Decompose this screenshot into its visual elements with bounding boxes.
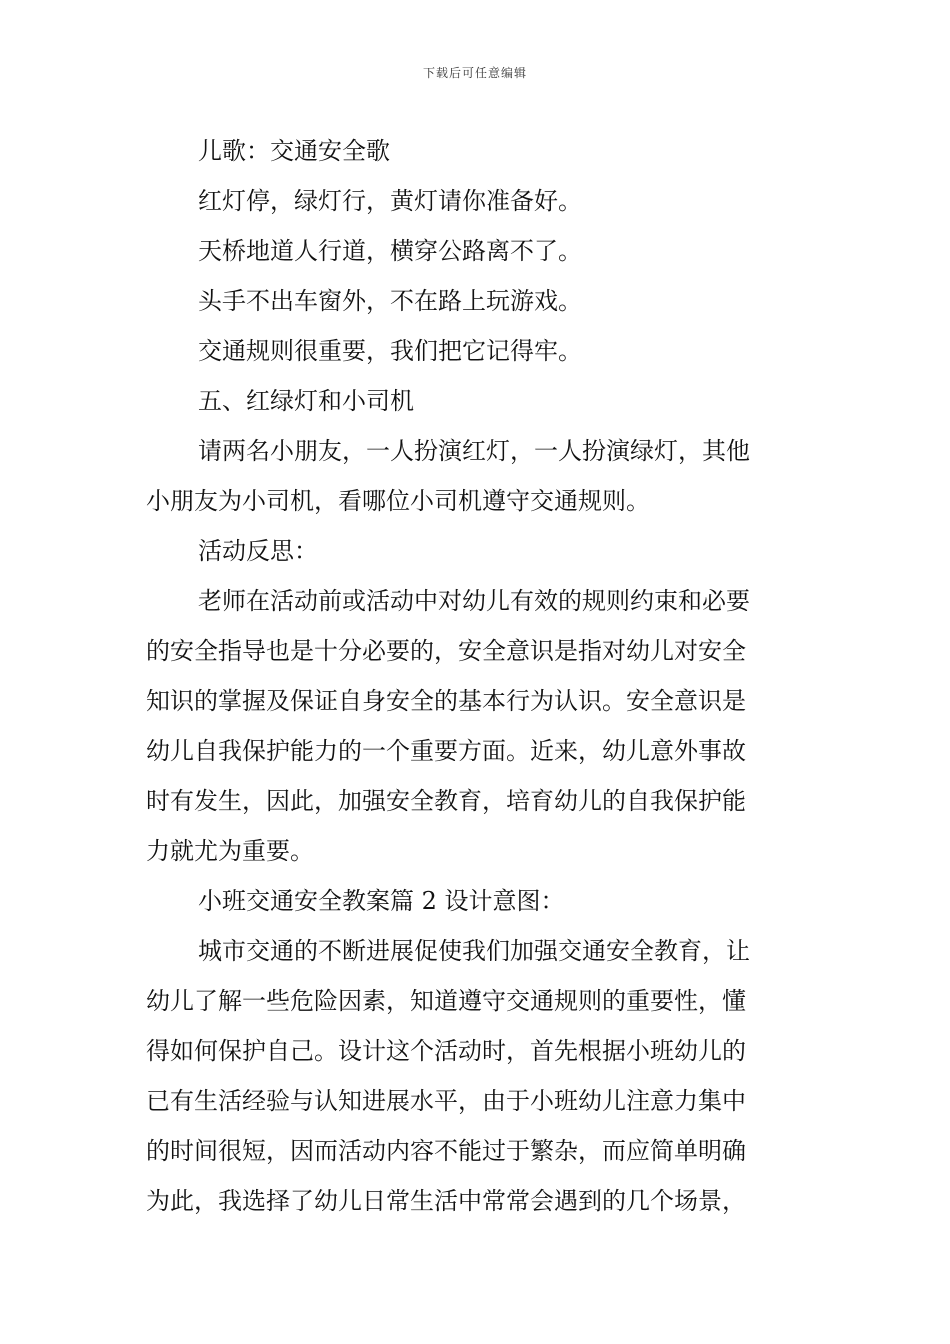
plan2-line: 城市交通的不断进展促使我们加强交通安全教育，让	[198, 937, 750, 965]
reflection-line: 时有发生，因此，加强安全教育，培育幼儿的自我保护能	[146, 787, 746, 815]
section5-line: 请两名小朋友，一人扮演红灯，一人扮演绿灯，其他	[198, 437, 750, 465]
song-title: 儿歌：交通安全歌	[198, 137, 390, 165]
reflection-line: 力就尤为重要。	[146, 837, 314, 865]
plan2-line: 已有生活经验与认知进展水平，由于小班幼儿注意力集中	[146, 1087, 746, 1115]
reflection-line: 的安全指导也是十分必要的，安全意识是指对幼儿对安全	[146, 637, 746, 665]
song-line: 头手不出车窗外，不在路上玩游戏。	[198, 287, 582, 315]
reflection-line: 幼儿自我保护能力的一个重要方面。近来，幼儿意外事故	[146, 737, 746, 765]
song-line: 红灯停，绿灯行，黄灯请你准备好。	[198, 187, 582, 215]
song-line: 天桥地道人行道，横穿公路离不了。	[198, 237, 582, 265]
song-line: 交通规则很重要，我们把它记得牢。	[198, 337, 582, 365]
reflection-line: 老师在活动前或活动中对幼儿有效的规则约束和必要	[198, 587, 750, 615]
section5-line: 小朋友为小司机，看哪位小司机遵守交通规则。	[146, 487, 650, 515]
plan2-line: 得如何保护自己。设计这个活动时，首先根据小班幼儿的	[146, 1037, 746, 1065]
plan2-line: 为此，我选择了幼儿日常生活中常常会遇到的几个场景，	[146, 1187, 746, 1215]
reflection-title: 活动反思：	[198, 537, 318, 565]
page-header: 下载后可任意编辑	[422, 66, 527, 80]
section5-title: 五、红绿灯和小司机	[198, 387, 414, 415]
document-body	[146, 126, 810, 1226]
reflection-line: 知识的掌握及保证自身安全的基本行为认识。安全意识是	[146, 687, 746, 715]
plan2-title: 小班交通安全教案篇 2 设计意图：	[198, 887, 565, 915]
plan2-line: 的时间很短，因而活动内容不能过于繁杂，而应简单明确	[146, 1137, 746, 1165]
plan2-line: 幼儿了解一些危险因素，知道遵守交通规则的重要性，懂	[146, 987, 746, 1015]
